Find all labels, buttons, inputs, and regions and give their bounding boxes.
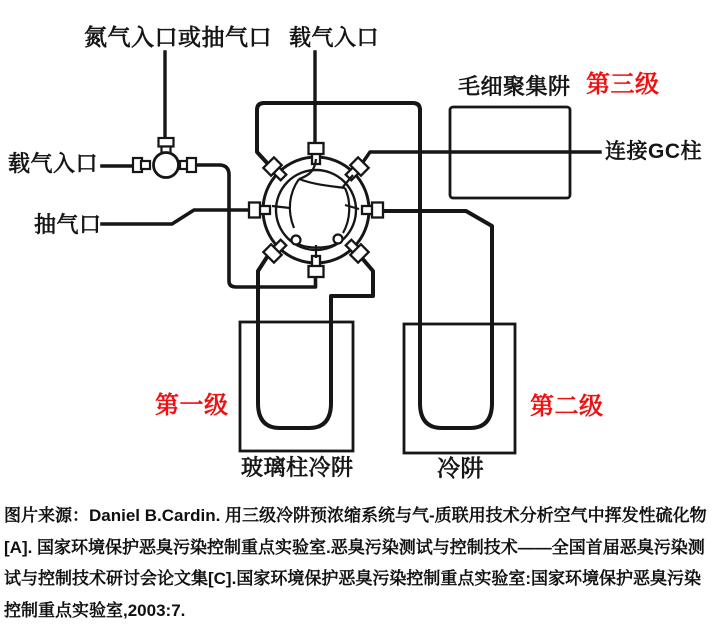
caption-line: 图片来源：Daniel B.Cardin. 用三级冷阱预浓缩系统与气-质联用技术分析空气中挥发性硫化物 bbox=[4, 506, 707, 525]
caption bbox=[4, 500, 723, 626]
label-glass-column-cold-trap: 玻璃柱冷阱 bbox=[241, 455, 354, 480]
label-stage-three: 第三级 bbox=[586, 71, 660, 98]
label-nitrogen-inlet: 氮气入口或抽气口 bbox=[84, 24, 272, 50]
tee-top-fitting bbox=[159, 138, 174, 147]
caption-line: 控制重点实验室,2003:7. bbox=[4, 600, 186, 620]
label-cold-trap: 冷阱 bbox=[437, 455, 484, 481]
tee-valve-body bbox=[154, 153, 179, 178]
label-connect-gc-column: 连接GC柱 bbox=[605, 140, 702, 163]
rotary-valve bbox=[249, 143, 383, 277]
caption-line: 试与控制技术研讨会论文集[C].国家环境保护恶臭污染控制重点实验室:国家环境保护恶臭污染 bbox=[4, 569, 701, 588]
label-pump-outlet: 抽气口 bbox=[34, 212, 102, 237]
label-stage-one: 第一级 bbox=[155, 392, 229, 419]
label-stage-two: 第二级 bbox=[530, 393, 604, 420]
rotary-valve-rotor bbox=[276, 170, 356, 250]
tee-valve bbox=[133, 138, 196, 178]
label-carrier-inlet-left: 载气入口 bbox=[8, 151, 99, 176]
caption-line: [A]. 国家环境保护恶臭污染控制重点实验室.恶臭污染测试与控制技术——全国首届恶臭污染测 bbox=[4, 537, 705, 557]
label-carrier-inlet-top: 载气入口 bbox=[289, 25, 380, 50]
label-capillary-trap: 毛细聚集阱 bbox=[458, 74, 571, 99]
